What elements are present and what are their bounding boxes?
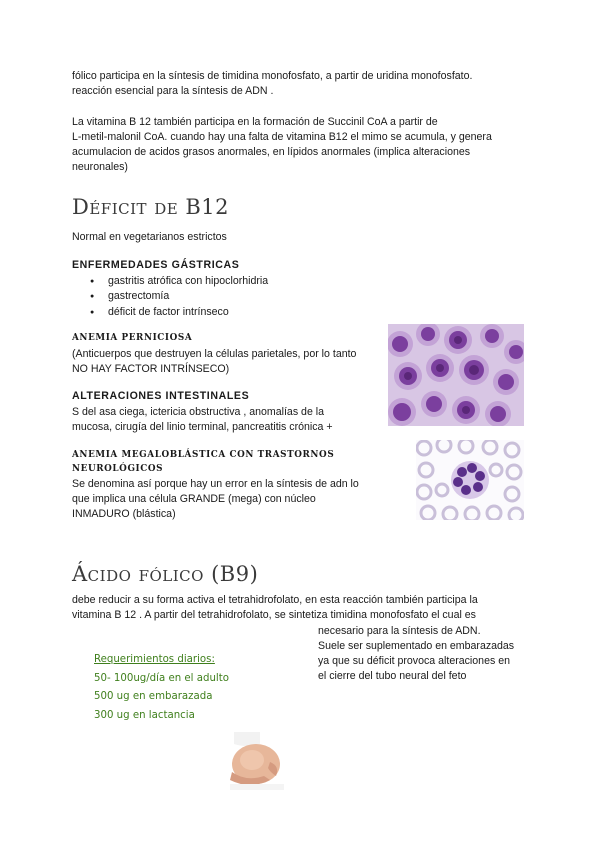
- folic-right-line-3: ya que su déficit provoca alteraciones en: [318, 655, 510, 667]
- folic-line-1: debe reducir a su forma activa el tetrahidrofolato, en esta reacción también participa la: [72, 594, 478, 606]
- b12-succinyl-line-1: La vitamina B 12 también participa en la formación de Succinil CoA a partir de: [72, 116, 438, 128]
- neutrophil-micrograph: [416, 440, 524, 520]
- pernicious-anemia-line-1: (Anticuerpos que destruyen la células parietales, por lo tanto: [72, 348, 357, 360]
- deficit-heading: Déficit de B12: [72, 195, 230, 219]
- gastric-heading: ENFERMEDADES GÁSTRICAS: [72, 259, 240, 271]
- intestinal-line-2: mucosa, cirugía del linio terminal, pancreatitis crónica +: [72, 421, 333, 433]
- requirement-pregnancy: 500 ug en embarazada: [94, 691, 213, 702]
- requirements-box: [94, 651, 229, 725]
- megaloblastic-line-3: INMADURO (blástica): [72, 508, 176, 520]
- intestinal-line-1: S del asa ciega, ictericia obstructiva , anomalías de la: [72, 406, 325, 418]
- pernicious-anemia-line-2: NO HAY FACTOR INTRÍNSECO): [72, 363, 230, 375]
- requirement-lactation: 300 ug en lactancia: [94, 709, 195, 721]
- megaloblastic-line-2: que implica una célula GRANDE (mega) con núcleo: [72, 493, 316, 505]
- gastric-list: [90, 274, 268, 320]
- requirement-adult: 50- 100ug/día en el adulto: [94, 672, 229, 684]
- list-item: ● gastritis atrófica con hipoclorhidria: [90, 274, 268, 289]
- megaloblastic-heading-1: ANEMIA MEGALOBLÁSTICA CON TRASTORNOS: [72, 450, 335, 460]
- list-item: ● déficit de factor intrínseco: [90, 305, 268, 320]
- pregnancy-photo-art: [226, 732, 288, 790]
- neutrophil-micrograph-art: [416, 440, 524, 520]
- megaloblast-micrograph-art: [388, 324, 524, 426]
- pregnancy-photo: [226, 732, 288, 790]
- megaloblast-micrograph: [388, 324, 524, 426]
- vegetarian-note: Normal en vegetarianos estrictos: [72, 231, 227, 243]
- folic-line-2: vitamina B 12 . A partir del tetrahidrofolato, se sintetiza timidina monofosfato el cual es: [72, 609, 476, 621]
- megaloblastic-heading-2: NEUROLÓGICOS: [72, 464, 164, 474]
- pernicious-anemia-heading: ANEMIA PERNICIOSA: [72, 333, 193, 343]
- intestinal-heading: ALTERACIONES INTESTINALES: [72, 390, 250, 402]
- intro-line-1: fólico participa en la síntesis de timidina monofosfato, a partir de uridina monofosfato.: [72, 70, 473, 82]
- b12-succinyl-line-2: L-metil-malonil CoA. cuando hay una falta de vitamina B12 el mimo se acumula, y genera: [72, 131, 492, 143]
- megaloblastic-line-1: Se denomina así porque hay un error en la síntesis de adn lo: [72, 478, 359, 490]
- folic-right-line-1: necesario para la síntesis de ADN.: [318, 625, 481, 637]
- folic-right-line-2: Suele ser suplementado en embarazadas: [318, 640, 515, 652]
- folic-acid-heading: Ácido fólico (B9): [72, 562, 259, 586]
- requirements-title: Requerimientos diarios:: [94, 654, 215, 665]
- list-item: ● gastrectomía: [90, 289, 268, 304]
- b12-succinyl-line-4: neuronales): [72, 161, 128, 173]
- folic-right-line-4: el cierre del tubo neural del feto: [318, 670, 467, 682]
- intro-line-2: reacción esencial para la síntesis de ADN .: [72, 85, 274, 97]
- b12-succinyl-line-3: acumulacion de acidos grasos anormales, en lípidos anormales (implica alteraciones: [72, 146, 471, 158]
